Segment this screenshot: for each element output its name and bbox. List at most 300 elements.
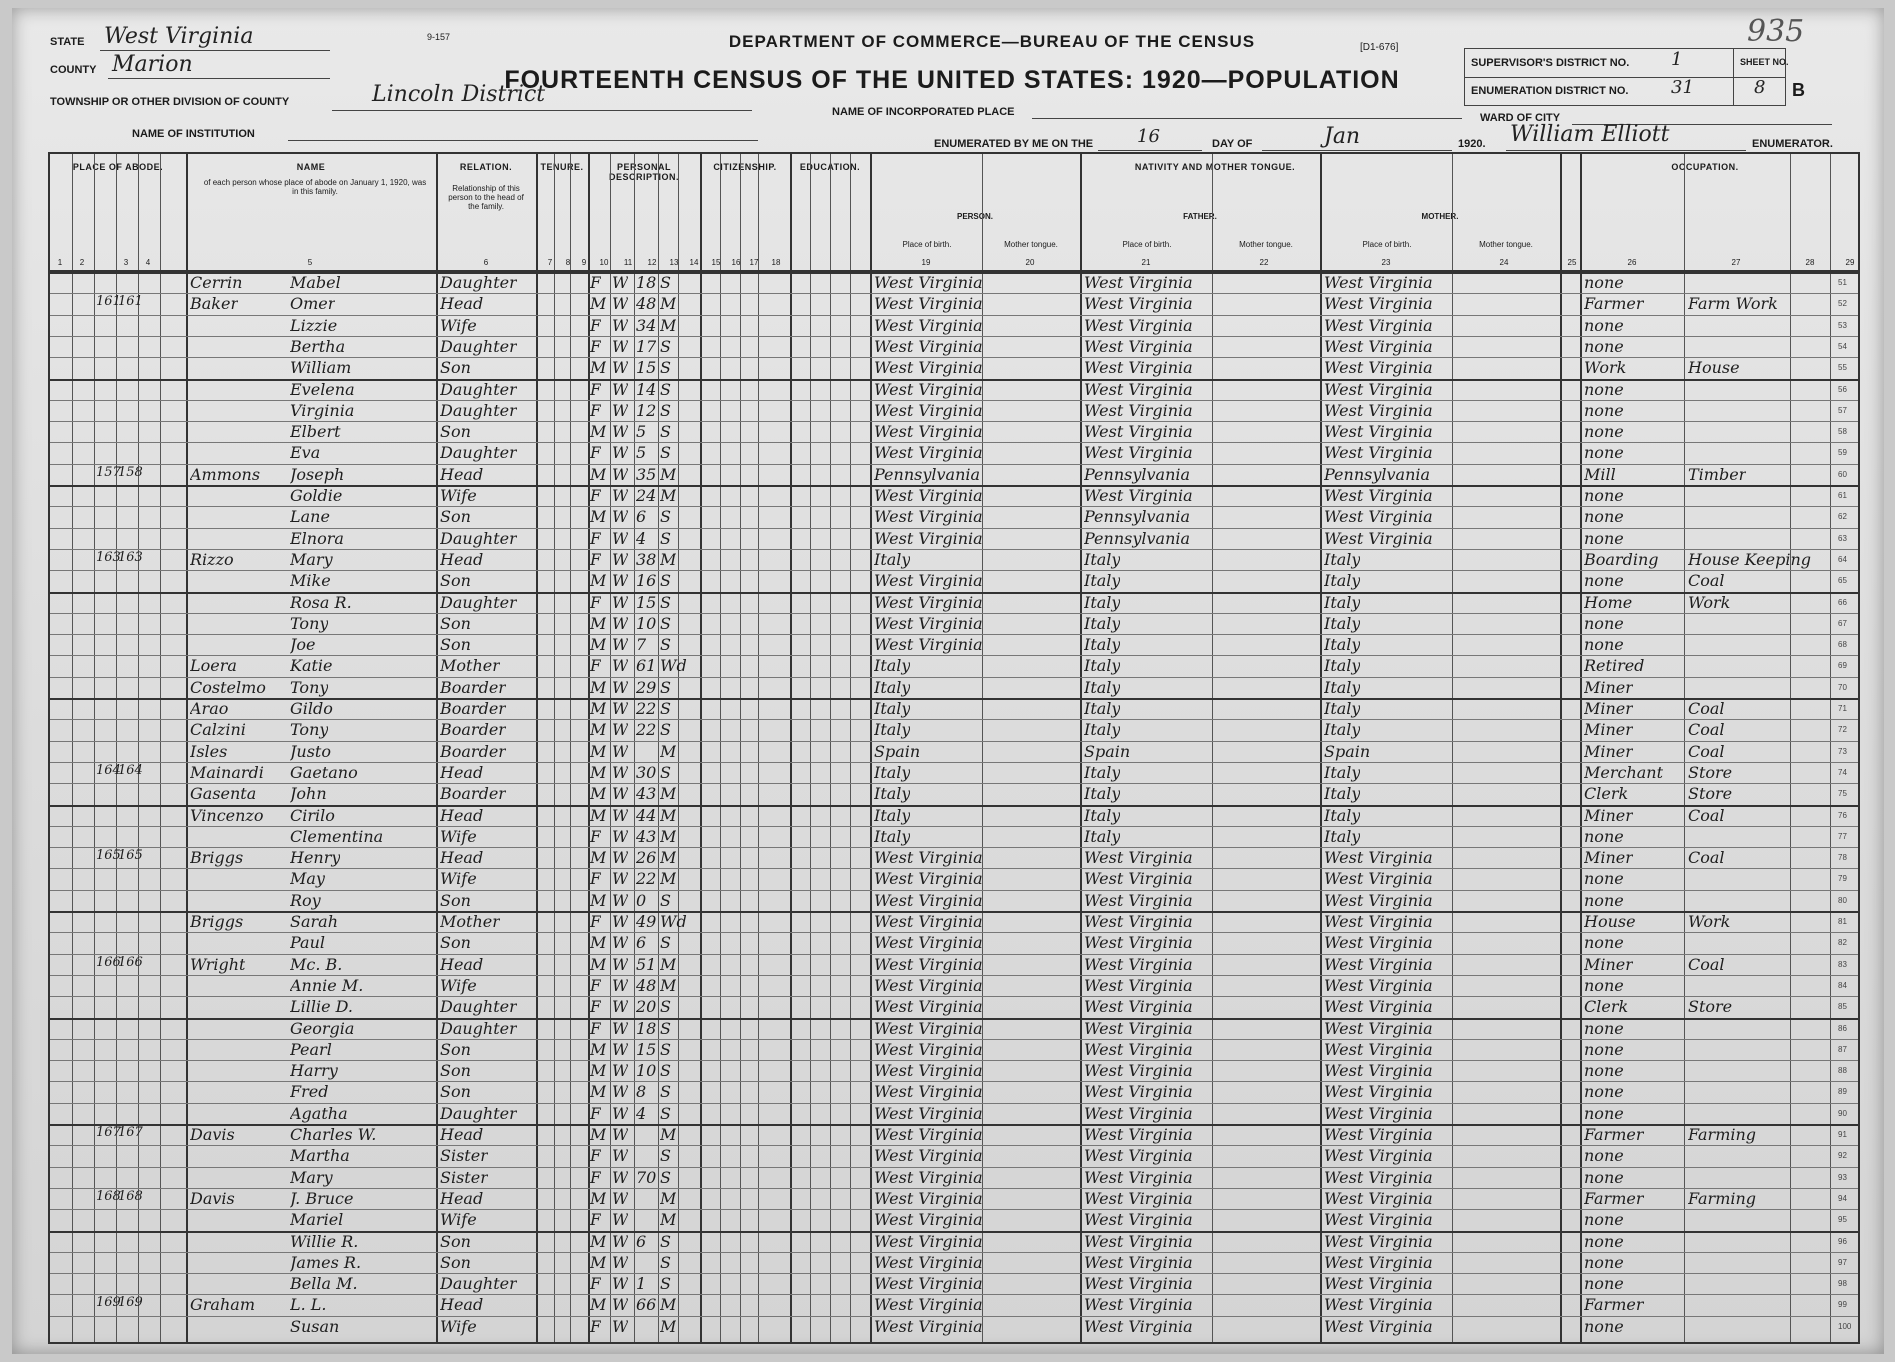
relation-cell: Mother (440, 656, 500, 676)
marital-cell: S (660, 1231, 671, 1251)
race-cell: W (612, 400, 629, 420)
occupation-cell: none (1584, 273, 1624, 292)
marital-cell: M (660, 1125, 677, 1144)
line-number: 89 (1838, 1087, 1847, 1097)
person-birthplace-cell: West Virginia (874, 613, 983, 633)
father-birthplace-cell: West Virginia (1084, 1061, 1193, 1081)
occupation-cell: Clerk (1584, 784, 1629, 804)
column-number: 15 (711, 258, 721, 267)
mother-birthplace-cell: West Virginia (1324, 315, 1433, 335)
sex-cell: F (590, 656, 602, 676)
line-number: 93 (1838, 1172, 1847, 1182)
race-cell: W (612, 443, 629, 463)
marital-cell: M (660, 784, 677, 804)
relation-cell: Daughter (440, 379, 517, 399)
marital-cell: S (660, 1146, 671, 1166)
person-birthplace-cell: Italy (874, 699, 911, 718)
marital-cell: S (660, 400, 671, 420)
father-birthplace-cell: Pennsylvania (1084, 528, 1191, 548)
person-birthplace-cell: West Virginia (874, 912, 983, 931)
given-name-cell: Harry (290, 1061, 338, 1081)
marital-cell: M (660, 549, 677, 569)
person-birthplace-cell: West Virginia (874, 1252, 983, 1272)
line-number: 54 (1838, 341, 1847, 351)
marital-cell: Wd (660, 656, 687, 676)
person-birthplace-cell: West Virginia (874, 507, 983, 527)
year-label: 1920. (1458, 138, 1486, 150)
dwelling-number: 165 (96, 848, 121, 864)
dwelling-number: 161 (96, 294, 121, 310)
father-birthplace-cell: Pennsylvania (1084, 464, 1191, 484)
race-cell: W (612, 890, 629, 910)
father-birthplace-cell: West Virginia (1084, 1274, 1193, 1294)
column-number: 3 (123, 258, 129, 267)
race-cell: W (612, 1231, 629, 1251)
mother-birthplace-cell: West Virginia (1324, 869, 1433, 889)
given-name-cell: Henry (290, 848, 341, 868)
person-birthplace-cell: West Virginia (874, 1188, 983, 1208)
line-number: 92 (1838, 1151, 1847, 1161)
race-cell: W (612, 1103, 629, 1123)
relation-cell: Son (440, 933, 471, 953)
occupation-cell: none (1584, 1167, 1624, 1187)
race-cell: W (612, 826, 629, 846)
marital-cell: M (660, 1188, 677, 1208)
dwelling-number: 157 (96, 464, 121, 480)
surname-cell: Briggs (190, 912, 244, 931)
column-number: 26 (1627, 258, 1637, 267)
sex-cell: M (590, 699, 607, 718)
marital-cell: S (660, 1039, 671, 1059)
relation-cell: Son (440, 571, 471, 591)
age-cell: 1 (636, 1274, 647, 1294)
industry-cell: Farming (1688, 1125, 1757, 1144)
father-birthplace-cell: West Virginia (1084, 486, 1193, 505)
county-label: COUNTY (50, 64, 97, 76)
given-name-cell: Lane (290, 507, 330, 527)
given-name-cell: Elnora (290, 528, 344, 548)
sex-cell: M (590, 762, 607, 782)
father-birthplace-cell: West Virginia (1084, 379, 1193, 399)
relation-cell: Daughter (440, 443, 517, 463)
line-number: 65 (1838, 576, 1847, 586)
person-birthplace-cell: West Virginia (874, 294, 983, 314)
given-name-cell: Mary (290, 1167, 333, 1187)
race-cell: W (612, 1316, 629, 1336)
given-name-cell: Lillie D. (290, 997, 353, 1017)
relation-cell: Daughter (440, 400, 517, 420)
sex-cell: F (590, 315, 602, 335)
surname-cell: Briggs (190, 848, 244, 868)
race-cell: W (612, 635, 629, 655)
father-birthplace-cell: West Virginia (1084, 400, 1193, 420)
marital-cell: S (660, 443, 671, 463)
line-number: 86 (1838, 1023, 1847, 1033)
ward-label: WARD OF CITY (1480, 112, 1561, 124)
person-birthplace-cell: Italy (874, 784, 911, 804)
father-birthplace-cell: West Virginia (1084, 294, 1193, 314)
person-birthplace-cell: West Virginia (874, 1103, 983, 1123)
column-number: 24 (1499, 258, 1509, 267)
grid-vline (1684, 154, 1685, 1342)
family-number: 166 (118, 954, 143, 970)
family-number: 169 (118, 1295, 143, 1311)
grid-vline (1830, 154, 1831, 1342)
person-birthplace-cell: West Virginia (874, 273, 983, 292)
sex-cell: M (590, 507, 607, 527)
relation-cell: Daughter (440, 336, 517, 356)
sheet-label: SHEET NO. (1740, 57, 1789, 67)
race-cell: W (612, 869, 629, 889)
race-cell: W (612, 912, 629, 931)
industry-cell: Store (1688, 762, 1733, 782)
race-cell: W (612, 1125, 629, 1144)
father-birthplace-cell: Italy (1084, 784, 1121, 804)
given-name-cell: Sarah (290, 912, 338, 931)
relation-cell: Daughter (440, 528, 517, 548)
occupation-cell: Farmer (1584, 1125, 1644, 1144)
age-cell: 43 (636, 784, 657, 804)
column-number: 28 (1805, 258, 1815, 267)
grid-vline (850, 154, 851, 1342)
industry-cell: Farm Work (1688, 294, 1778, 314)
sex-cell: F (590, 826, 602, 846)
grid-vline (1080, 154, 1082, 1342)
given-name-cell: Agatha (290, 1103, 348, 1123)
race-cell: W (612, 1188, 629, 1208)
line-number: 88 (1838, 1066, 1847, 1076)
line-number: 56 (1838, 384, 1847, 394)
person-birthplace-cell: West Virginia (874, 975, 983, 995)
industry-cell: Coal (1688, 720, 1725, 740)
relation-cell: Head (440, 848, 484, 868)
age-cell: 61 (636, 656, 657, 676)
age-cell: 22 (636, 699, 657, 718)
age-cell: 34 (636, 315, 657, 335)
name-desc: of each person whose place of abode on January 1, 1920, was in this family. (203, 178, 427, 196)
age-cell: 10 (636, 613, 657, 633)
age-cell: 38 (636, 549, 657, 569)
relation-cell: Son (440, 890, 471, 910)
surname-cell: Calzini (190, 720, 246, 740)
mother-birthplace-cell: West Virginia (1324, 1061, 1433, 1081)
marital-cell: S (660, 762, 671, 782)
sex-cell: F (590, 336, 602, 356)
relation-cell: Son (440, 422, 471, 442)
sex-cell: M (590, 677, 607, 697)
dwelling-number: 163 (96, 549, 121, 565)
father-birthplace-cell: Spain (1084, 741, 1131, 761)
relation-cell: Son (440, 1082, 471, 1102)
sex-cell: F (590, 1103, 602, 1123)
line-number: 58 (1838, 427, 1847, 437)
group-citizenship: CITIZENSHIP. (713, 162, 777, 172)
line-number: 82 (1838, 938, 1847, 948)
given-name-cell: J. Bruce (290, 1188, 354, 1208)
person-birthplace-cell: West Virginia (874, 422, 983, 442)
person-birthplace-cell: West Virginia (874, 869, 983, 889)
race-cell: W (612, 762, 629, 782)
line-number: 71 (1838, 704, 1847, 713)
line-number: 90 (1838, 1108, 1847, 1118)
surname-cell: Cerrin (190, 273, 243, 292)
father-birthplace-cell: Pennsylvania (1084, 507, 1191, 527)
grid-vline (678, 154, 679, 1342)
relation-cell: Son (440, 635, 471, 655)
grid-vline (536, 154, 538, 1342)
sex-cell: F (590, 1146, 602, 1166)
marital-cell: M (660, 1210, 677, 1230)
father-birthplace-cell: West Virginia (1084, 358, 1193, 378)
given-name-cell: Tony (290, 613, 329, 633)
institution-label: NAME OF INSTITUTION (132, 128, 255, 140)
father-birthplace-cell: West Virginia (1084, 336, 1193, 356)
column-number: 6 (483, 258, 489, 267)
sex-cell: M (590, 1252, 607, 1272)
enumerated-month: Jan (1324, 124, 1361, 149)
sex-cell: M (590, 1061, 607, 1081)
township-rule (332, 110, 752, 111)
grid-vline (138, 154, 139, 1342)
given-name-cell: Bella M. (290, 1274, 358, 1294)
mother-birthplace-cell: Italy (1324, 699, 1361, 718)
sex-cell: M (590, 294, 607, 314)
occupation-cell: Miner (1584, 720, 1633, 740)
sex-cell: M (590, 954, 607, 974)
district-boxes (1464, 48, 1789, 106)
given-name-cell: Georgia (290, 1018, 355, 1038)
person-birthplace-cell: West Virginia (874, 1167, 983, 1187)
line-number: 83 (1838, 959, 1847, 969)
race-cell: W (612, 677, 629, 697)
mother-birthplace-cell: West Virginia (1324, 400, 1433, 420)
incorporated-rule (1032, 118, 1462, 119)
group-tenure: TENURE. (540, 162, 584, 172)
grid-vline (830, 154, 831, 1342)
occupation-cell: none (1584, 379, 1624, 399)
age-cell: 35 (636, 464, 657, 484)
column-number: 4 (145, 258, 151, 267)
marital-cell: M (660, 294, 677, 314)
family-number: 163 (118, 549, 143, 565)
surname-cell: Graham (190, 1295, 255, 1315)
occupation-cell: none (1584, 1018, 1624, 1038)
father-birthplace-cell: Italy (1084, 762, 1121, 782)
sex-cell: F (590, 869, 602, 889)
occupation-cell: Mill (1584, 464, 1616, 484)
relation-cell: Son (440, 507, 471, 527)
sex-cell: F (590, 443, 602, 463)
father-birthplace-cell: West Virginia (1084, 869, 1193, 889)
column-number: 20 (1025, 258, 1035, 267)
state-rule (100, 50, 330, 51)
sex-cell: F (590, 528, 602, 548)
occupation-cell: none (1584, 443, 1624, 463)
age-cell: 10 (636, 1061, 657, 1081)
day-rule (1098, 150, 1202, 151)
occupation-cell: none (1584, 869, 1624, 889)
marital-cell: M (660, 315, 677, 335)
relation-cell: Daughter (440, 1018, 517, 1038)
relation-cell: Boarder (440, 784, 506, 804)
age-cell: 16 (636, 571, 657, 591)
relation-cell: Wife (440, 975, 477, 995)
sex-cell: M (590, 613, 607, 633)
marital-cell: S (660, 677, 671, 697)
grid-vline (658, 154, 659, 1342)
relation-cell: Head (440, 805, 484, 825)
given-name-cell: Eva (290, 443, 321, 463)
person-birthplace-cell: West Virginia (874, 486, 983, 505)
grid-vline (1452, 154, 1453, 1342)
occupation-cell: Miner (1584, 848, 1633, 868)
person-birthplace-cell: West Virginia (874, 1018, 983, 1038)
sex-cell: M (590, 1188, 607, 1208)
mother-birthplace-cell: Pennsylvania (1324, 464, 1431, 484)
given-name-cell: Goldie (290, 486, 343, 505)
race-cell: W (612, 294, 629, 314)
grid-vline (810, 154, 811, 1342)
column-number: 1 (57, 258, 63, 267)
sex-cell: M (590, 890, 607, 910)
form-code: [D1-676] (1360, 42, 1399, 53)
person-birthplace-cell: West Virginia (874, 848, 983, 868)
person-birthplace-cell: West Virginia (874, 1146, 983, 1166)
occupation-cell: Miner (1584, 954, 1633, 974)
given-name-cell: Evelena (290, 379, 355, 399)
grid-vline (610, 154, 611, 1342)
marital-cell: S (660, 507, 671, 527)
grid-vline (700, 154, 702, 1342)
department-heading: DEPARTMENT OF COMMERCE—BUREAU OF THE CENSUS (728, 32, 1256, 51)
given-name-cell: Mike (290, 571, 331, 591)
relation-cell: Wife (440, 826, 477, 846)
father-birthplace-cell: Italy (1084, 677, 1121, 697)
line-number: 98 (1838, 1279, 1847, 1289)
surname-cell: Isles (190, 741, 228, 761)
given-name-cell: Gaetano (290, 762, 358, 782)
grid-vline (1790, 154, 1791, 1342)
sex-cell: M (590, 358, 607, 378)
mother-birthplace-cell: West Virginia (1324, 1188, 1433, 1208)
marital-cell: S (660, 1252, 671, 1272)
line-number: 60 (1838, 469, 1847, 479)
line-number: 79 (1838, 874, 1847, 884)
relation-cell: Boarder (440, 720, 506, 740)
mother-birthplace-cell: West Virginia (1324, 379, 1433, 399)
sex-cell: F (590, 1018, 602, 1038)
grid-vline (436, 154, 438, 1342)
mother-birthplace-cell: West Virginia (1324, 1274, 1433, 1294)
mother-tongue-head: Mother tongue. (1479, 240, 1533, 249)
given-name-cell: Pearl (290, 1039, 332, 1059)
column-number: 11 (623, 258, 633, 267)
grid-vline (1560, 154, 1562, 1342)
mother-birthplace-cell: West Virginia (1324, 1146, 1433, 1166)
mother-birthplace-cell: West Virginia (1324, 1231, 1433, 1251)
father-birthplace-cell: West Virginia (1084, 1125, 1193, 1144)
person-birthplace-cell: Italy (874, 805, 911, 825)
marital-cell: S (660, 635, 671, 655)
group-nativity: NATIVITY AND MOTHER TONGUE. (1134, 162, 1296, 172)
age-cell: 5 (636, 422, 647, 442)
marital-cell: S (660, 1167, 671, 1187)
mother-birthplace-cell: West Virginia (1324, 997, 1433, 1017)
person-birthplace-cell: West Virginia (874, 635, 983, 655)
family-number: 158 (118, 464, 143, 480)
mother-birthplace-cell: West Virginia (1324, 1018, 1433, 1038)
race-cell: W (612, 358, 629, 378)
given-name-cell: Cirilo (290, 805, 335, 825)
race-cell: W (612, 699, 629, 718)
person-birthplace-cell: West Virginia (874, 1061, 983, 1081)
surname-cell: Ammons (190, 464, 261, 484)
column-number: 12 (647, 258, 657, 267)
age-cell: 14 (636, 379, 657, 399)
mother-birthplace-cell: Italy (1324, 720, 1361, 740)
age-cell: 22 (636, 720, 657, 740)
relation-cell: Wife (440, 869, 477, 889)
age-cell: 6 (636, 933, 647, 953)
father-birthplace-cell: Italy (1084, 699, 1121, 718)
occupation-cell: none (1584, 422, 1624, 442)
person-birthplace-cell: Italy (874, 720, 911, 740)
occupation-cell: Miner (1584, 741, 1633, 761)
person-birthplace-cell: West Virginia (874, 592, 983, 612)
given-name-cell: Roy (290, 890, 321, 910)
race-cell: W (612, 592, 629, 612)
father-birthplace-cell: West Virginia (1084, 1103, 1193, 1123)
given-name-cell: William (290, 358, 352, 378)
line-number: 52 (1838, 299, 1847, 309)
sex-cell: F (590, 592, 602, 612)
race-cell: W (612, 1167, 629, 1187)
line-number: 95 (1838, 1215, 1847, 1225)
relation-cell: Wife (440, 1316, 477, 1336)
line-number: 96 (1838, 1236, 1847, 1246)
occupation-cell: House (1584, 912, 1636, 931)
age-cell: 48 (636, 975, 657, 995)
father-birthplace-cell: Italy (1084, 635, 1121, 655)
grid-vline (720, 154, 721, 1342)
mother-birthplace-cell: West Virginia (1324, 443, 1433, 463)
race-cell: W (612, 273, 629, 292)
marital-cell: S (660, 933, 671, 953)
industry-cell: House Keeping (1688, 549, 1812, 569)
relation-cell: Head (440, 954, 484, 974)
line-number: 85 (1838, 1002, 1847, 1012)
age-cell: 4 (636, 1103, 647, 1123)
relation-cell: Son (440, 1252, 471, 1272)
mother-birthplace-cell: West Virginia (1324, 933, 1433, 953)
occupation-cell: none (1584, 1061, 1624, 1081)
mother-head: MOTHER. (1421, 212, 1459, 221)
grid-vline (116, 154, 117, 1342)
industry-cell: Farming (1688, 1188, 1757, 1208)
grid-vline (1580, 154, 1582, 1342)
relation-cell: Head (440, 294, 484, 314)
line-number: 64 (1838, 554, 1847, 564)
race-cell: W (612, 528, 629, 548)
occupation-cell: none (1584, 1252, 1624, 1272)
father-birthplace-cell: West Virginia (1084, 1082, 1193, 1102)
relation-cell: Son (440, 1231, 471, 1251)
line-number: 91 (1838, 1130, 1847, 1139)
occupation-cell: none (1584, 400, 1624, 420)
line-number: 76 (1838, 810, 1847, 820)
occupation-cell: none (1584, 571, 1624, 591)
age-cell: 15 (636, 1039, 657, 1059)
